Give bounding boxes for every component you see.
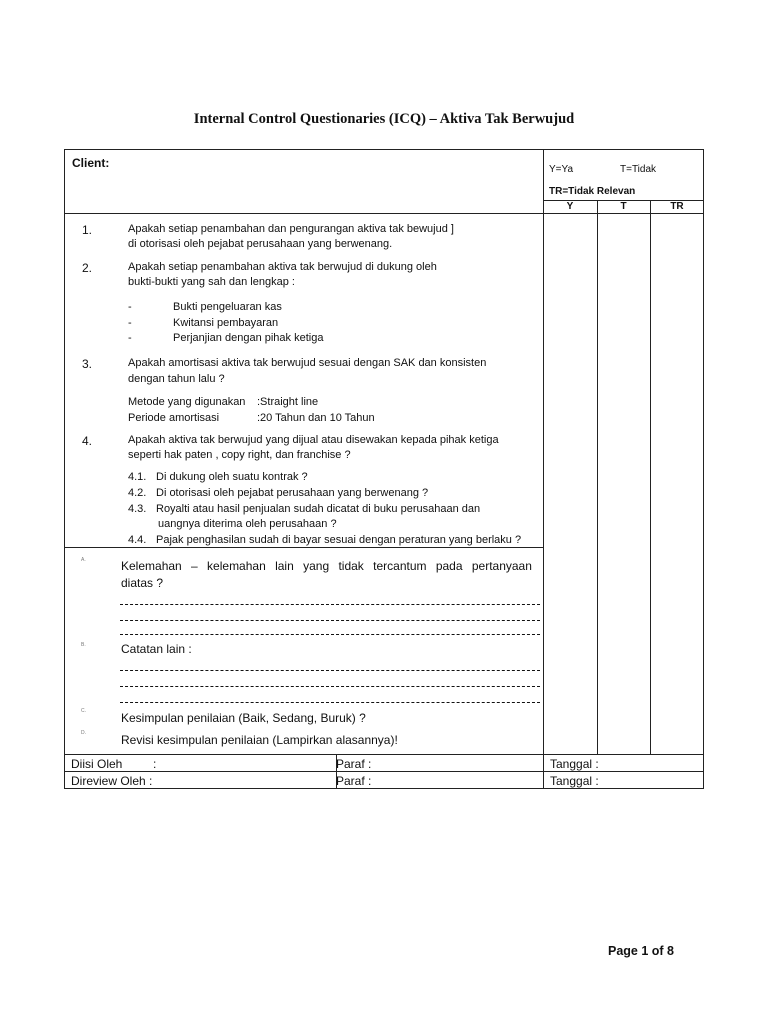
notes-dashed-line — [120, 686, 540, 687]
method-value: :Straight line — [257, 396, 319, 408]
icq-form — [64, 149, 704, 789]
q2-bullet-item: Bukti pengeluaran kas — [173, 301, 282, 313]
q4-sub-text: Royalti atau hasil penjualan sudah dicatat di buku perusahaan dan — [156, 503, 481, 515]
col-header-tr: TR — [670, 201, 684, 212]
answer-dashed-line — [120, 620, 540, 621]
q4-sub-number: 4.1. — [128, 471, 147, 483]
q3-text-line1: Apakah amortisasi aktiva tak berwujud sesuai dengan SAK dan konsisten — [128, 357, 487, 369]
q4-sub-text: Di dukung oleh suatu kontrak ? — [156, 471, 308, 483]
q4-sub-number: 4.4. — [128, 534, 147, 546]
q2-bullet-mark: - — [128, 332, 132, 344]
q4-sub-text: Di otorisasi oleh pejabat perusahaan yang berwenang ? — [156, 487, 429, 499]
footer-middle-divider — [65, 771, 704, 772]
paraf-label: Paraf : — [336, 774, 372, 788]
footer-top-divider — [65, 754, 704, 755]
q4-sub-text: Pajak penghasilan sudah di bayar sesuai dengan peraturan yang berlaku ? — [156, 534, 522, 546]
q2-bullet-mark: - — [128, 317, 132, 329]
q3-text-line2: dengan tahun lalu ? — [128, 373, 225, 385]
q4-number: 4. — [82, 434, 93, 448]
q4-sub-number: 4.3. — [128, 503, 147, 515]
tanggal-label: Tanggal : — [550, 757, 599, 771]
legend-ya: Y=Ya — [549, 164, 573, 175]
legend-tidak: T=Tidak — [620, 164, 657, 175]
section-a-line2: diatas ? — [121, 576, 164, 590]
section-b-letter: B. — [81, 642, 86, 648]
q2-text-line2: bukti-bukti yang sah dan lengkap : — [128, 276, 295, 288]
notes-dashed-line — [120, 702, 540, 703]
period-value: :20 Tahun dan 10 Tahun — [257, 412, 375, 424]
q2-bullet-item: Kwitansi pembayaran — [173, 317, 279, 329]
notes-dashed-line — [120, 670, 540, 671]
questions-bottom-divider — [65, 547, 543, 548]
page-number: Page 1 of 8 — [608, 944, 674, 958]
filled-by-colon: : — [153, 757, 157, 771]
section-a-line1 — [121, 559, 532, 573]
q2-number: 2. — [82, 261, 93, 275]
period-label: Periode amortisasi — [128, 412, 220, 424]
filled-by-label: Diisi Oleh — [71, 757, 123, 771]
col-header-y: Y — [566, 201, 574, 212]
document-title: Internal Control Questionaries (ICQ) – Aktiva Tak Berwujud — [193, 111, 575, 127]
answer-area-divider — [543, 150, 544, 789]
answer-dashed-line — [120, 604, 540, 605]
col-t-tr-divider — [650, 200, 651, 754]
q2-bullet-mark: - — [128, 301, 132, 313]
q2-text-line1: Apakah setiap penambahan aktiva tak berwujud di dukung oleh — [128, 261, 437, 273]
q4-sub-number: 4.2. — [128, 487, 147, 499]
header-divider — [65, 213, 704, 214]
col-header-t: T — [620, 201, 627, 212]
section-d-text: Revisi kesimpulan penilaian (Lampirkan alasannya)! — [121, 733, 398, 747]
q4-text-line2: seperti hak paten , copy right, dan franchise ? — [128, 449, 351, 461]
section-b-text: Catatan lain : — [121, 642, 192, 656]
q1-text-line1: Apakah setiap penambahan dan pengurangan aktiva tak bewujud ] — [128, 223, 454, 235]
q4-text-line1: Apakah aktiva tak berwujud yang dijual atau disewakan kepada pihak ketiga — [128, 434, 499, 446]
col-y-t-divider — [597, 200, 598, 754]
section-a-text: Kelemahan – kelemahan lain yang tidak tercantum pada pertanyaan — [121, 559, 532, 573]
q3-number: 3. — [82, 357, 93, 371]
method-label: Metode yang digunakan — [128, 396, 246, 408]
section-c-letter: C. — [81, 708, 86, 714]
section-d-letter: D. — [81, 730, 86, 736]
q1-number: 1. — [82, 223, 93, 237]
client-label: Client: — [72, 156, 110, 170]
paraf-label: Paraf : — [336, 757, 372, 771]
section-a-letter: A. — [81, 557, 86, 563]
q2-bullet-item: Perjanjian dengan pihak ketiga — [173, 332, 324, 344]
answer-dashed-line — [120, 634, 540, 635]
q4-sub-text-line2: uangnya diterima oleh perusahaan ? — [158, 518, 337, 530]
section-c-text: Kesimpulan penilaian (Baik, Sedang, Buruk) ? — [121, 711, 366, 725]
reviewed-by-label: Direview Oleh : — [71, 774, 153, 788]
tanggal-label: Tanggal : — [550, 774, 599, 788]
q1-text-line2: di otorisasi oleh pejabat perusahaan yang berwenang. — [128, 238, 393, 250]
legend-tidak-relevan: TR=Tidak Relevan — [549, 186, 636, 197]
